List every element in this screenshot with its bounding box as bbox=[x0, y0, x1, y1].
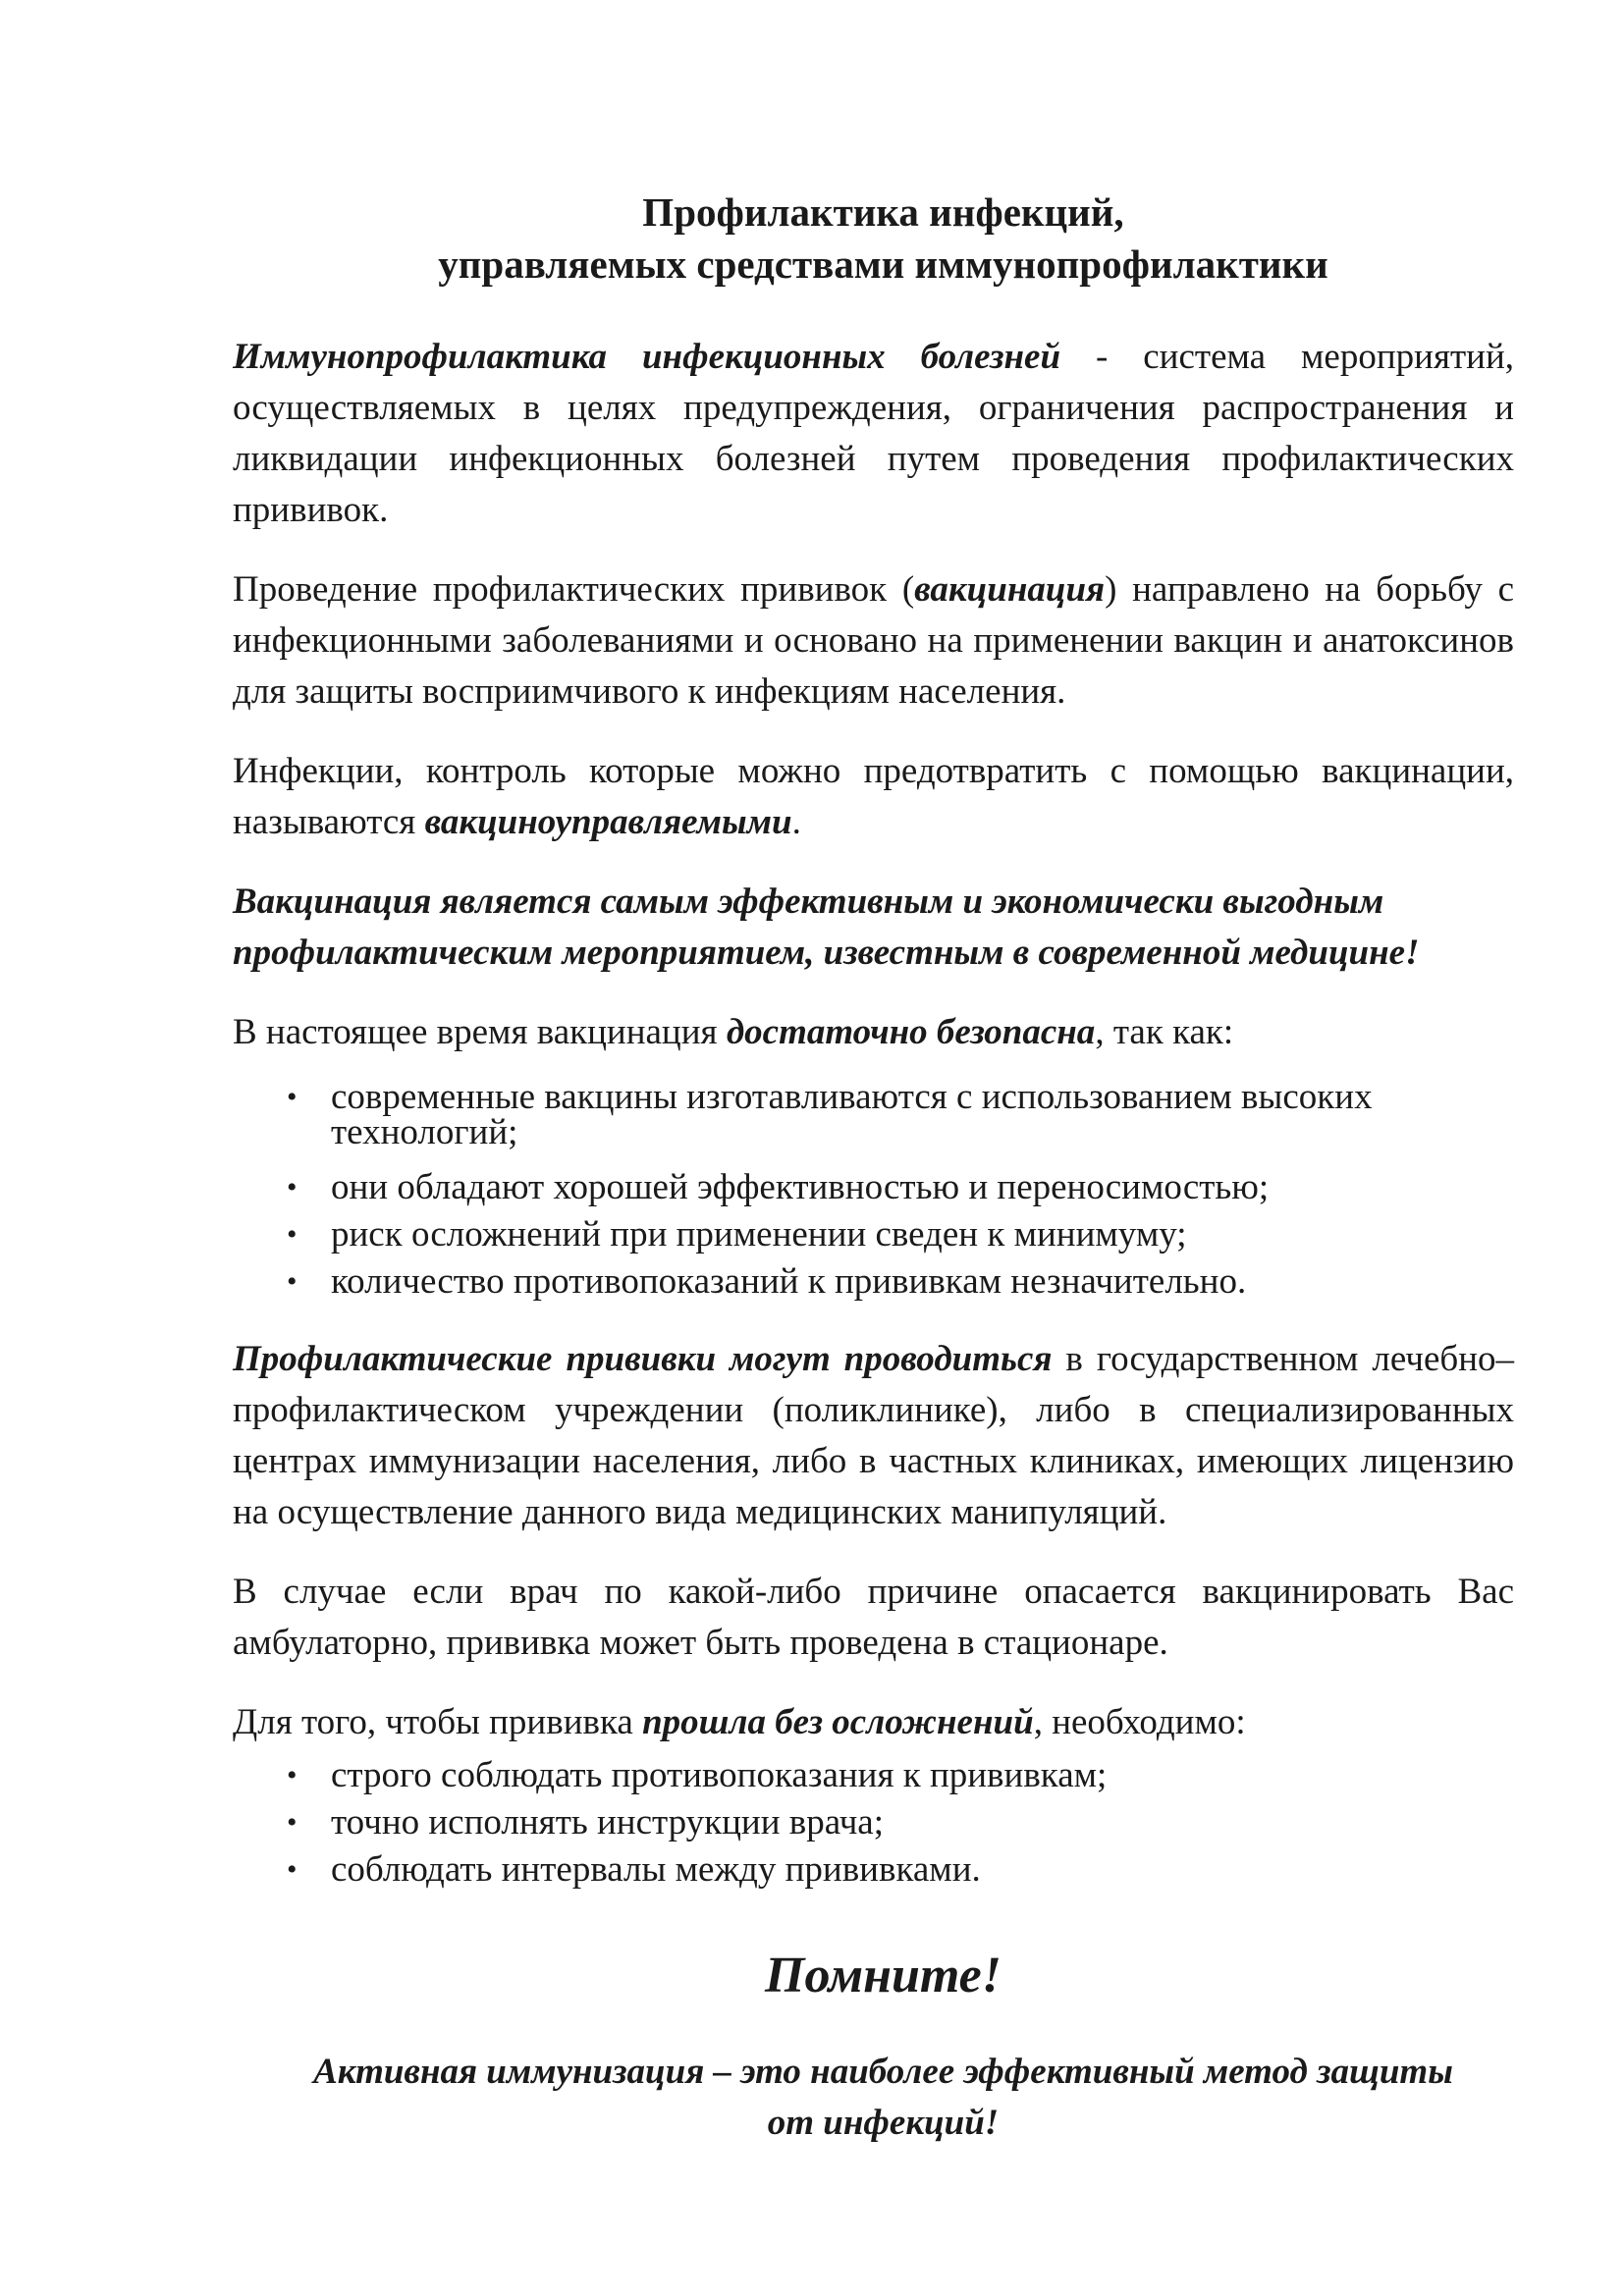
list-item-text: количество противопоказаний к прививкам незначительно. bbox=[331, 1261, 1247, 1302]
list-item-text: строго соблюдать противопоказания к прививкам; bbox=[331, 1755, 1108, 1795]
list-item-text: они обладают хорошей эффективностью и переносимостью; bbox=[331, 1167, 1270, 1207]
list-item bbox=[233, 1258, 1514, 1306]
list-item-text: соблюдать интервалы между прививками. bbox=[331, 1849, 981, 1890]
list-item-text: точно исполнять инструкции врача; bbox=[331, 1802, 885, 1842]
vaccination-term: вакцинация bbox=[914, 569, 1106, 610]
safety-intro-paragraph bbox=[233, 1007, 1514, 1058]
bullet-icon: • bbox=[287, 1218, 298, 1251]
vaccine-controlled-text-before: Инфекции, контроль которые можно предотвратить с помощью вакцинации, называются bbox=[233, 751, 1514, 842]
final-line-2: от инфекций! bbox=[767, 2103, 1000, 2143]
requirements-intro-paragraph bbox=[233, 1697, 1514, 1748]
requirements-list bbox=[233, 1752, 1514, 1894]
definition-term: Иммунопрофилактика инфекционных болезней bbox=[233, 337, 1061, 377]
safety-text-after: , так как: bbox=[1095, 1012, 1234, 1052]
vaccine-controlled-text-after: . bbox=[791, 802, 801, 842]
list-item bbox=[233, 1752, 1514, 1799]
remember-heading: Помните! bbox=[765, 1948, 1001, 2003]
hospital-paragraph: В случае если врач по какой-либо причине опасается вакцинировать Вас амбулаторно, прививка может быть проведена в стационаре. bbox=[233, 1572, 1514, 1663]
vaccination-text-after: ) направлено на борьбу с инфекционными заболеваниями и основано на применении вакцин и анатоксинов для защиты восприимчивого к инфекциям населения. bbox=[233, 569, 1514, 712]
title-line-1: Профилактика инфекций, bbox=[642, 189, 1124, 235]
safety-reasons-list bbox=[233, 1077, 1514, 1306]
vaccine-controlled-paragraph bbox=[233, 746, 1514, 848]
list-item-text: риск осложнений при применении сведен к минимуму; bbox=[331, 1214, 1187, 1255]
bullet-icon: • bbox=[287, 1265, 298, 1298]
list-item bbox=[233, 1077, 1514, 1152]
requirements-text-after: , необходимо: bbox=[1033, 1702, 1246, 1742]
definition-paragraph bbox=[233, 332, 1514, 536]
page-title bbox=[233, 187, 1514, 291]
safety-term: достаточно безопасна bbox=[726, 1012, 1096, 1052]
where-vaccinate-text: в государственном лечебно–профилактическом учреждении (поликлинике), либо в специализированных центрах иммунизации населения, либо в частных клиниках, имеющих лицензию на осуществление данного вида медицинских манипуляций. bbox=[233, 1339, 1515, 1532]
definition-text: - система мероприятий, осуществляемых в целях предупреждения, ограничения распространения и ликвидации инфекционных болезней путем проведения профилактических прививок. bbox=[233, 337, 1514, 530]
final-statement bbox=[233, 2047, 1514, 2149]
list-item bbox=[233, 1799, 1514, 1846]
list-item bbox=[233, 1211, 1514, 1258]
effectiveness-callout: Вакцинация является самым эффективным и экономически выгодным профилактическим мероприятием, известным в современной медицине! bbox=[233, 881, 1420, 973]
bullet-icon: • bbox=[287, 1853, 298, 1886]
document-page bbox=[233, 187, 1514, 2149]
list-item bbox=[233, 1846, 1514, 1894]
vaccination-paragraph bbox=[233, 564, 1514, 718]
vaccination-text-before: Проведение профилактических прививок ( bbox=[233, 569, 915, 610]
bullet-icon: • bbox=[287, 1171, 298, 1203]
requirements-term: прошла без осложнений bbox=[642, 1702, 1034, 1742]
bullet-icon: • bbox=[287, 1806, 298, 1839]
where-vaccinate-paragraph bbox=[233, 1334, 1514, 1538]
safety-text-before: В настоящее время вакцинация bbox=[233, 1012, 727, 1052]
list-item bbox=[233, 1164, 1514, 1211]
title-line-2: управляемых средствами иммунопрофилактики bbox=[438, 241, 1328, 287]
bullet-icon: • bbox=[287, 1759, 298, 1791]
final-line-1: Активная иммунизация – это наиболее эффективный метод защиты bbox=[313, 2052, 1453, 2092]
bullet-icon: • bbox=[287, 1081, 298, 1113]
list-item-text: современные вакцины изготавливаются с использованием высоких технологий; bbox=[331, 1077, 1373, 1152]
where-vaccinate-term: Профилактические прививки могут проводиться bbox=[233, 1339, 1053, 1379]
requirements-text-before: Для того, чтобы прививка bbox=[233, 1702, 643, 1742]
vaccine-controlled-term: вакциноуправляемыми bbox=[424, 802, 792, 842]
